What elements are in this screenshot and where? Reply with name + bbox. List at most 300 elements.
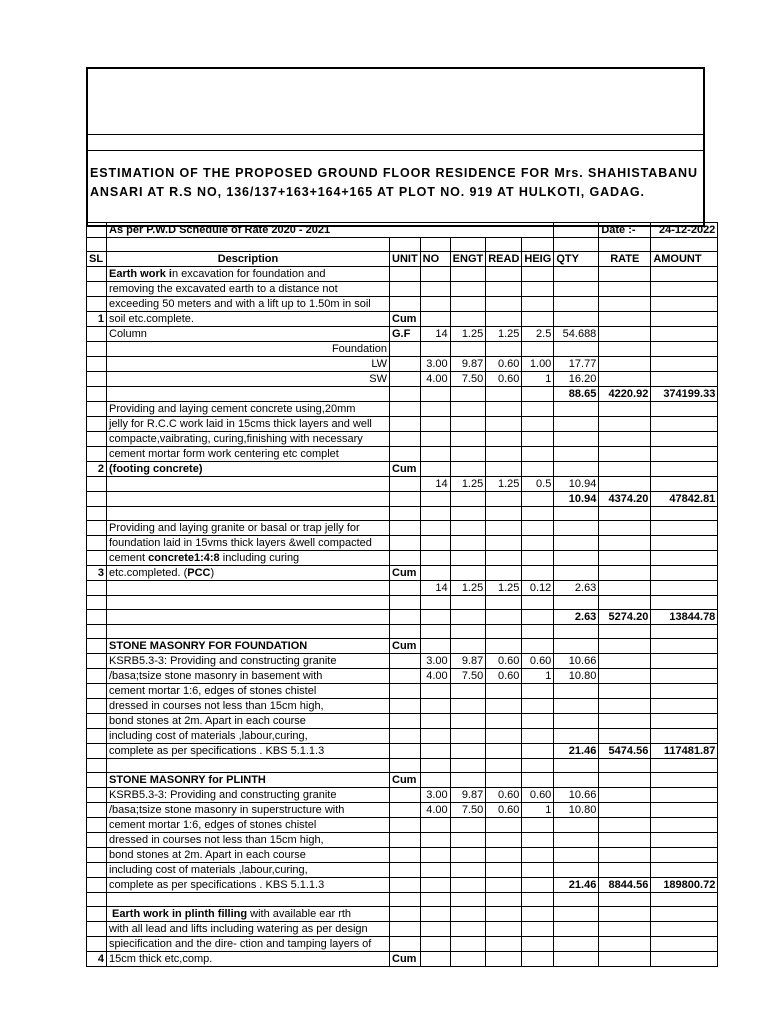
row-breadth: 1.25 bbox=[486, 477, 522, 492]
table-row bbox=[87, 357, 718, 372]
row-sl bbox=[87, 684, 107, 699]
row-height bbox=[522, 952, 554, 967]
row-amount bbox=[651, 327, 718, 342]
row-description bbox=[107, 833, 390, 848]
row-amount: 374199.33 bbox=[651, 387, 718, 402]
row-length bbox=[450, 387, 486, 402]
row-length bbox=[450, 566, 486, 581]
row-qty bbox=[554, 267, 599, 282]
row-length bbox=[450, 937, 486, 952]
row-no bbox=[420, 833, 450, 848]
row-qty bbox=[554, 952, 599, 967]
description-text: KSRB5.3-3: Providing and constructing granite bbox=[109, 789, 337, 801]
row-rate bbox=[599, 342, 651, 357]
table-row bbox=[87, 654, 718, 669]
row-qty bbox=[554, 521, 599, 536]
row-breadth: 0.60 bbox=[486, 372, 522, 387]
row-length bbox=[450, 759, 486, 773]
row-qty bbox=[554, 818, 599, 833]
row-breadth bbox=[486, 818, 522, 833]
row-unit bbox=[390, 863, 421, 878]
table-row bbox=[87, 729, 718, 744]
row-rate bbox=[599, 625, 651, 639]
description-text: Providing and laying cement concrete using,20mm bbox=[109, 403, 356, 415]
row-unit bbox=[390, 833, 421, 848]
row-description bbox=[107, 937, 390, 952]
row-amount: 117481.87 bbox=[651, 744, 718, 759]
description-text: Column bbox=[109, 328, 147, 340]
description-text: cement mortar form work centering etc complet bbox=[109, 448, 339, 460]
row-no bbox=[420, 937, 450, 952]
row-qty bbox=[554, 432, 599, 447]
row-description bbox=[107, 788, 390, 803]
row-sl bbox=[87, 744, 107, 759]
row-breadth bbox=[486, 907, 522, 922]
row-no bbox=[420, 297, 450, 312]
row-height bbox=[522, 417, 554, 432]
description-text: bond stones at 2m. Apart in each course bbox=[109, 715, 306, 727]
row-no bbox=[420, 551, 450, 566]
row-unit bbox=[390, 507, 421, 521]
row-height bbox=[522, 684, 554, 699]
row-no bbox=[420, 566, 450, 581]
table-row bbox=[87, 639, 718, 654]
row-no bbox=[420, 387, 450, 402]
row-no bbox=[420, 922, 450, 937]
row-sl bbox=[87, 507, 107, 521]
row-no: 4.00 bbox=[420, 803, 450, 818]
row-qty bbox=[554, 937, 599, 952]
row-sl bbox=[87, 625, 107, 639]
row-sl bbox=[87, 521, 107, 536]
description-text: etc.completed. ( bbox=[109, 567, 188, 579]
row-description bbox=[107, 507, 390, 521]
row-amount bbox=[651, 372, 718, 387]
row-height bbox=[522, 521, 554, 536]
row-rate bbox=[599, 818, 651, 833]
row-no bbox=[420, 342, 450, 357]
row-unit bbox=[390, 387, 421, 402]
row-sl bbox=[87, 432, 107, 447]
row-length: 1.25 bbox=[450, 327, 486, 342]
row-height bbox=[522, 610, 554, 625]
description-text: complete as per specifications . KBS 5.1.1.3 bbox=[109, 879, 325, 891]
row-qty bbox=[554, 566, 599, 581]
row-amount bbox=[651, 684, 718, 699]
row-amount bbox=[651, 297, 718, 312]
row-height bbox=[522, 863, 554, 878]
row-description bbox=[107, 297, 390, 312]
row-rate bbox=[599, 462, 651, 477]
row-breadth bbox=[486, 729, 522, 744]
row-height bbox=[522, 744, 554, 759]
row-rate bbox=[599, 282, 651, 297]
row-height bbox=[522, 462, 554, 477]
row-breadth bbox=[486, 610, 522, 625]
table-row bbox=[87, 402, 718, 417]
row-breadth bbox=[486, 342, 522, 357]
row-rate bbox=[599, 729, 651, 744]
row-unit bbox=[390, 907, 421, 922]
row-length bbox=[450, 878, 486, 893]
row-unit bbox=[390, 744, 421, 759]
row-description bbox=[107, 551, 390, 566]
row-breadth bbox=[486, 773, 522, 788]
row-no bbox=[420, 639, 450, 654]
row-sl bbox=[87, 551, 107, 566]
table-row bbox=[87, 863, 718, 878]
row-breadth bbox=[486, 744, 522, 759]
row-unit bbox=[390, 818, 421, 833]
row-amount bbox=[651, 417, 718, 432]
row-unit bbox=[390, 922, 421, 937]
row-breadth bbox=[486, 507, 522, 521]
row-qty bbox=[554, 848, 599, 863]
description-text: dressed in courses not less than 15cm high, bbox=[109, 700, 324, 712]
row-unit bbox=[390, 759, 421, 773]
row-description bbox=[107, 312, 390, 327]
row-breadth bbox=[486, 848, 522, 863]
estimate-table bbox=[86, 222, 718, 967]
row-length bbox=[450, 893, 486, 907]
table-row bbox=[87, 922, 718, 937]
row-description bbox=[107, 566, 390, 581]
row-unit bbox=[390, 521, 421, 536]
row-no: 14 bbox=[420, 581, 450, 596]
row-breadth bbox=[486, 684, 522, 699]
row-qty bbox=[554, 417, 599, 432]
row-unit: Cum bbox=[390, 639, 421, 654]
row-sl bbox=[87, 863, 107, 878]
table-row bbox=[87, 878, 718, 893]
table-row bbox=[87, 387, 718, 402]
row-breadth: 1.25 bbox=[486, 581, 522, 596]
row-unit bbox=[390, 669, 421, 684]
row-qty bbox=[554, 312, 599, 327]
description-text: soil etc.complete. bbox=[109, 313, 194, 325]
row-description bbox=[107, 952, 390, 967]
row-length bbox=[450, 818, 486, 833]
row-unit bbox=[390, 267, 421, 282]
row-amount bbox=[651, 893, 718, 907]
table-row bbox=[87, 818, 718, 833]
header-blank-box bbox=[86, 67, 705, 227]
row-height bbox=[522, 893, 554, 907]
table-row bbox=[87, 788, 718, 803]
description-bold-text: PCC bbox=[187, 567, 211, 579]
row-no bbox=[420, 596, 450, 610]
row-length bbox=[450, 447, 486, 462]
row-height bbox=[522, 699, 554, 714]
row-sl bbox=[87, 907, 107, 922]
row-unit bbox=[390, 447, 421, 462]
table-row bbox=[87, 773, 718, 788]
row-description: Foundation bbox=[107, 342, 390, 357]
row-breadth bbox=[486, 759, 522, 773]
description-text: Providing and laying granite or basal or trap jelly for bbox=[109, 522, 360, 534]
description-text: including cost of materials ,labour,curing, bbox=[109, 730, 308, 742]
row-description bbox=[107, 878, 390, 893]
row-breadth: 0.60 bbox=[486, 803, 522, 818]
row-breadth bbox=[486, 893, 522, 907]
row-rate bbox=[599, 432, 651, 447]
row-length bbox=[450, 312, 486, 327]
row-amount bbox=[651, 625, 718, 639]
row-height bbox=[522, 937, 554, 952]
row-unit bbox=[390, 699, 421, 714]
row-breadth bbox=[486, 714, 522, 729]
row-unit bbox=[390, 357, 421, 372]
row-rate bbox=[599, 714, 651, 729]
description-text: /basa;tsize stone masonry in superstructure with bbox=[109, 804, 345, 816]
row-no bbox=[420, 625, 450, 639]
row-height bbox=[522, 759, 554, 773]
row-no bbox=[420, 402, 450, 417]
row-sl bbox=[87, 477, 107, 492]
description-text: n excavation for foundation and bbox=[171, 268, 326, 280]
row-no: 14 bbox=[420, 327, 450, 342]
row-amount bbox=[651, 863, 718, 878]
row-unit bbox=[390, 610, 421, 625]
row-description bbox=[107, 581, 390, 596]
description-text: /basa;tsize stone masonry in basement with bbox=[109, 670, 323, 682]
row-rate: 4374.20 bbox=[599, 492, 651, 507]
row-description bbox=[107, 803, 390, 818]
row-sl bbox=[87, 848, 107, 863]
row-rate bbox=[599, 907, 651, 922]
row-unit bbox=[390, 536, 421, 551]
row-sl: 1 bbox=[87, 312, 107, 327]
table-row bbox=[87, 327, 718, 342]
row-amount: 13844.78 bbox=[651, 610, 718, 625]
table-row bbox=[87, 937, 718, 952]
document-title: ESTIMATION OF THE PROPOSED GROUND FLOOR RESIDENCE FOR Mrs. SHAHISTABANU ANSARI AT R.S NO, 136/137+163+164+165 AT PLOT NO. 919 AT HULKOTI, GADAG. bbox=[90, 166, 698, 199]
row-qty bbox=[554, 863, 599, 878]
row-qty bbox=[554, 773, 599, 788]
row-unit bbox=[390, 432, 421, 447]
row-description bbox=[107, 684, 390, 699]
row-unit bbox=[390, 297, 421, 312]
row-length bbox=[450, 863, 486, 878]
row-sl bbox=[87, 282, 107, 297]
row-rate bbox=[599, 267, 651, 282]
row-sl bbox=[87, 342, 107, 357]
row-no bbox=[420, 863, 450, 878]
row-rate: 5274.20 bbox=[599, 610, 651, 625]
row-unit bbox=[390, 417, 421, 432]
row-qty bbox=[554, 893, 599, 907]
row-unit bbox=[390, 372, 421, 387]
description-text: bond stones at 2m. Apart in each course bbox=[109, 849, 306, 861]
row-length: 7.50 bbox=[450, 669, 486, 684]
row-length: 9.87 bbox=[450, 654, 486, 669]
row-amount: 189800.72 bbox=[651, 878, 718, 893]
table-row bbox=[87, 297, 718, 312]
row-qty bbox=[554, 699, 599, 714]
row-breadth bbox=[486, 625, 522, 639]
table-row bbox=[87, 267, 718, 282]
row-length bbox=[450, 536, 486, 551]
row-sl bbox=[87, 922, 107, 937]
row-no bbox=[420, 907, 450, 922]
row-unit bbox=[390, 803, 421, 818]
row-sl: 4 bbox=[87, 952, 107, 967]
table-row bbox=[87, 492, 718, 507]
row-no bbox=[420, 699, 450, 714]
row-unit bbox=[390, 878, 421, 893]
row-rate: 8844.56 bbox=[599, 878, 651, 893]
table-row bbox=[87, 744, 718, 759]
row-length bbox=[450, 639, 486, 654]
row-description: LW bbox=[107, 357, 390, 372]
table-row bbox=[87, 833, 718, 848]
row-length bbox=[450, 462, 486, 477]
row-sl bbox=[87, 372, 107, 387]
row-qty: 2.63 bbox=[554, 581, 599, 596]
description-text: dressed in courses not less than 15cm high, bbox=[109, 834, 324, 846]
row-amount bbox=[651, 699, 718, 714]
table-row bbox=[87, 372, 718, 387]
row-qty bbox=[554, 297, 599, 312]
row-length: 9.87 bbox=[450, 357, 486, 372]
row-unit: Cum bbox=[390, 773, 421, 788]
row-height: 1.00 bbox=[522, 357, 554, 372]
row-description bbox=[107, 267, 390, 282]
row-sl bbox=[87, 773, 107, 788]
row-description bbox=[107, 848, 390, 863]
row-height bbox=[522, 551, 554, 566]
row-height bbox=[522, 402, 554, 417]
row-no bbox=[420, 492, 450, 507]
table-row bbox=[87, 521, 718, 536]
row-amount bbox=[651, 952, 718, 967]
row-breadth bbox=[486, 922, 522, 937]
row-no bbox=[420, 878, 450, 893]
row-rate bbox=[599, 417, 651, 432]
row-rate bbox=[599, 699, 651, 714]
row-breadth bbox=[486, 699, 522, 714]
row-breadth bbox=[486, 551, 522, 566]
row-rate bbox=[599, 639, 651, 654]
row-qty bbox=[554, 402, 599, 417]
row-no: 14 bbox=[420, 477, 450, 492]
row-description bbox=[107, 714, 390, 729]
row-qty bbox=[554, 536, 599, 551]
row-sl bbox=[87, 297, 107, 312]
row-sl bbox=[87, 610, 107, 625]
row-no bbox=[420, 267, 450, 282]
row-amount bbox=[651, 818, 718, 833]
row-sl bbox=[87, 536, 107, 551]
description-bold-text: STONE MASONRY FOR FOUNDATION bbox=[109, 640, 308, 652]
date-label: Date :- bbox=[599, 223, 651, 238]
col-amount: AMOUNT bbox=[651, 252, 718, 267]
row-height bbox=[522, 833, 554, 848]
row-sl bbox=[87, 402, 107, 417]
row-qty: 10.66 bbox=[554, 654, 599, 669]
col-description: Description bbox=[107, 252, 390, 267]
row-height bbox=[522, 267, 554, 282]
row-height bbox=[522, 566, 554, 581]
row-breadth: 0.60 bbox=[486, 788, 522, 803]
row-amount bbox=[651, 357, 718, 372]
row-qty: 10.94 bbox=[554, 477, 599, 492]
row-length bbox=[450, 492, 486, 507]
row-breadth bbox=[486, 297, 522, 312]
row-amount bbox=[651, 937, 718, 952]
row-description bbox=[107, 521, 390, 536]
row-height bbox=[522, 297, 554, 312]
row-height: 1 bbox=[522, 669, 554, 684]
row-no bbox=[420, 848, 450, 863]
row-length bbox=[450, 833, 486, 848]
row-description bbox=[107, 863, 390, 878]
row-height bbox=[522, 907, 554, 922]
row-amount bbox=[651, 581, 718, 596]
table-row bbox=[87, 907, 718, 922]
row-qty bbox=[554, 596, 599, 610]
row-qty: 16.20 bbox=[554, 372, 599, 387]
row-qty bbox=[554, 342, 599, 357]
description-bold-text: Earth work i bbox=[109, 268, 172, 280]
row-qty: 21.46 bbox=[554, 744, 599, 759]
row-length bbox=[450, 596, 486, 610]
row-height bbox=[522, 342, 554, 357]
row-rate bbox=[599, 536, 651, 551]
row-amount bbox=[651, 432, 718, 447]
row-breadth bbox=[486, 267, 522, 282]
row-height bbox=[522, 387, 554, 402]
row-amount bbox=[651, 907, 718, 922]
schedule-label: As per P.W.D Schedule of Rate 2020 - 2021 bbox=[107, 223, 554, 238]
row-breadth bbox=[486, 639, 522, 654]
col-no: NO bbox=[420, 252, 450, 267]
row-no bbox=[420, 507, 450, 521]
row-qty bbox=[554, 507, 599, 521]
row-sl bbox=[87, 267, 107, 282]
row-amount bbox=[651, 639, 718, 654]
row-height bbox=[522, 282, 554, 297]
row-description bbox=[107, 596, 390, 610]
row-description bbox=[107, 462, 390, 477]
row-height: 0.60 bbox=[522, 654, 554, 669]
description-text: complete as per specifications . KBS 5.1.1.3 bbox=[109, 745, 325, 757]
row-unit bbox=[390, 654, 421, 669]
row-sl bbox=[87, 788, 107, 803]
row-sl bbox=[87, 417, 107, 432]
row-rate: 4220.92 bbox=[599, 387, 651, 402]
row-sl bbox=[87, 596, 107, 610]
table-row bbox=[87, 596, 718, 610]
col-length: ENGT bbox=[450, 252, 486, 267]
table-row bbox=[87, 669, 718, 684]
row-no bbox=[420, 536, 450, 551]
row-breadth bbox=[486, 566, 522, 581]
row-height: 2.5 bbox=[522, 327, 554, 342]
row-description bbox=[107, 432, 390, 447]
row-unit bbox=[390, 625, 421, 639]
row-height bbox=[522, 729, 554, 744]
row-length bbox=[450, 432, 486, 447]
row-rate: 5474.56 bbox=[599, 744, 651, 759]
row-length bbox=[450, 907, 486, 922]
row-rate bbox=[599, 803, 651, 818]
row-qty bbox=[554, 759, 599, 773]
row-amount bbox=[651, 462, 718, 477]
row-height bbox=[522, 714, 554, 729]
row-no: 4.00 bbox=[420, 372, 450, 387]
row-length bbox=[450, 848, 486, 863]
